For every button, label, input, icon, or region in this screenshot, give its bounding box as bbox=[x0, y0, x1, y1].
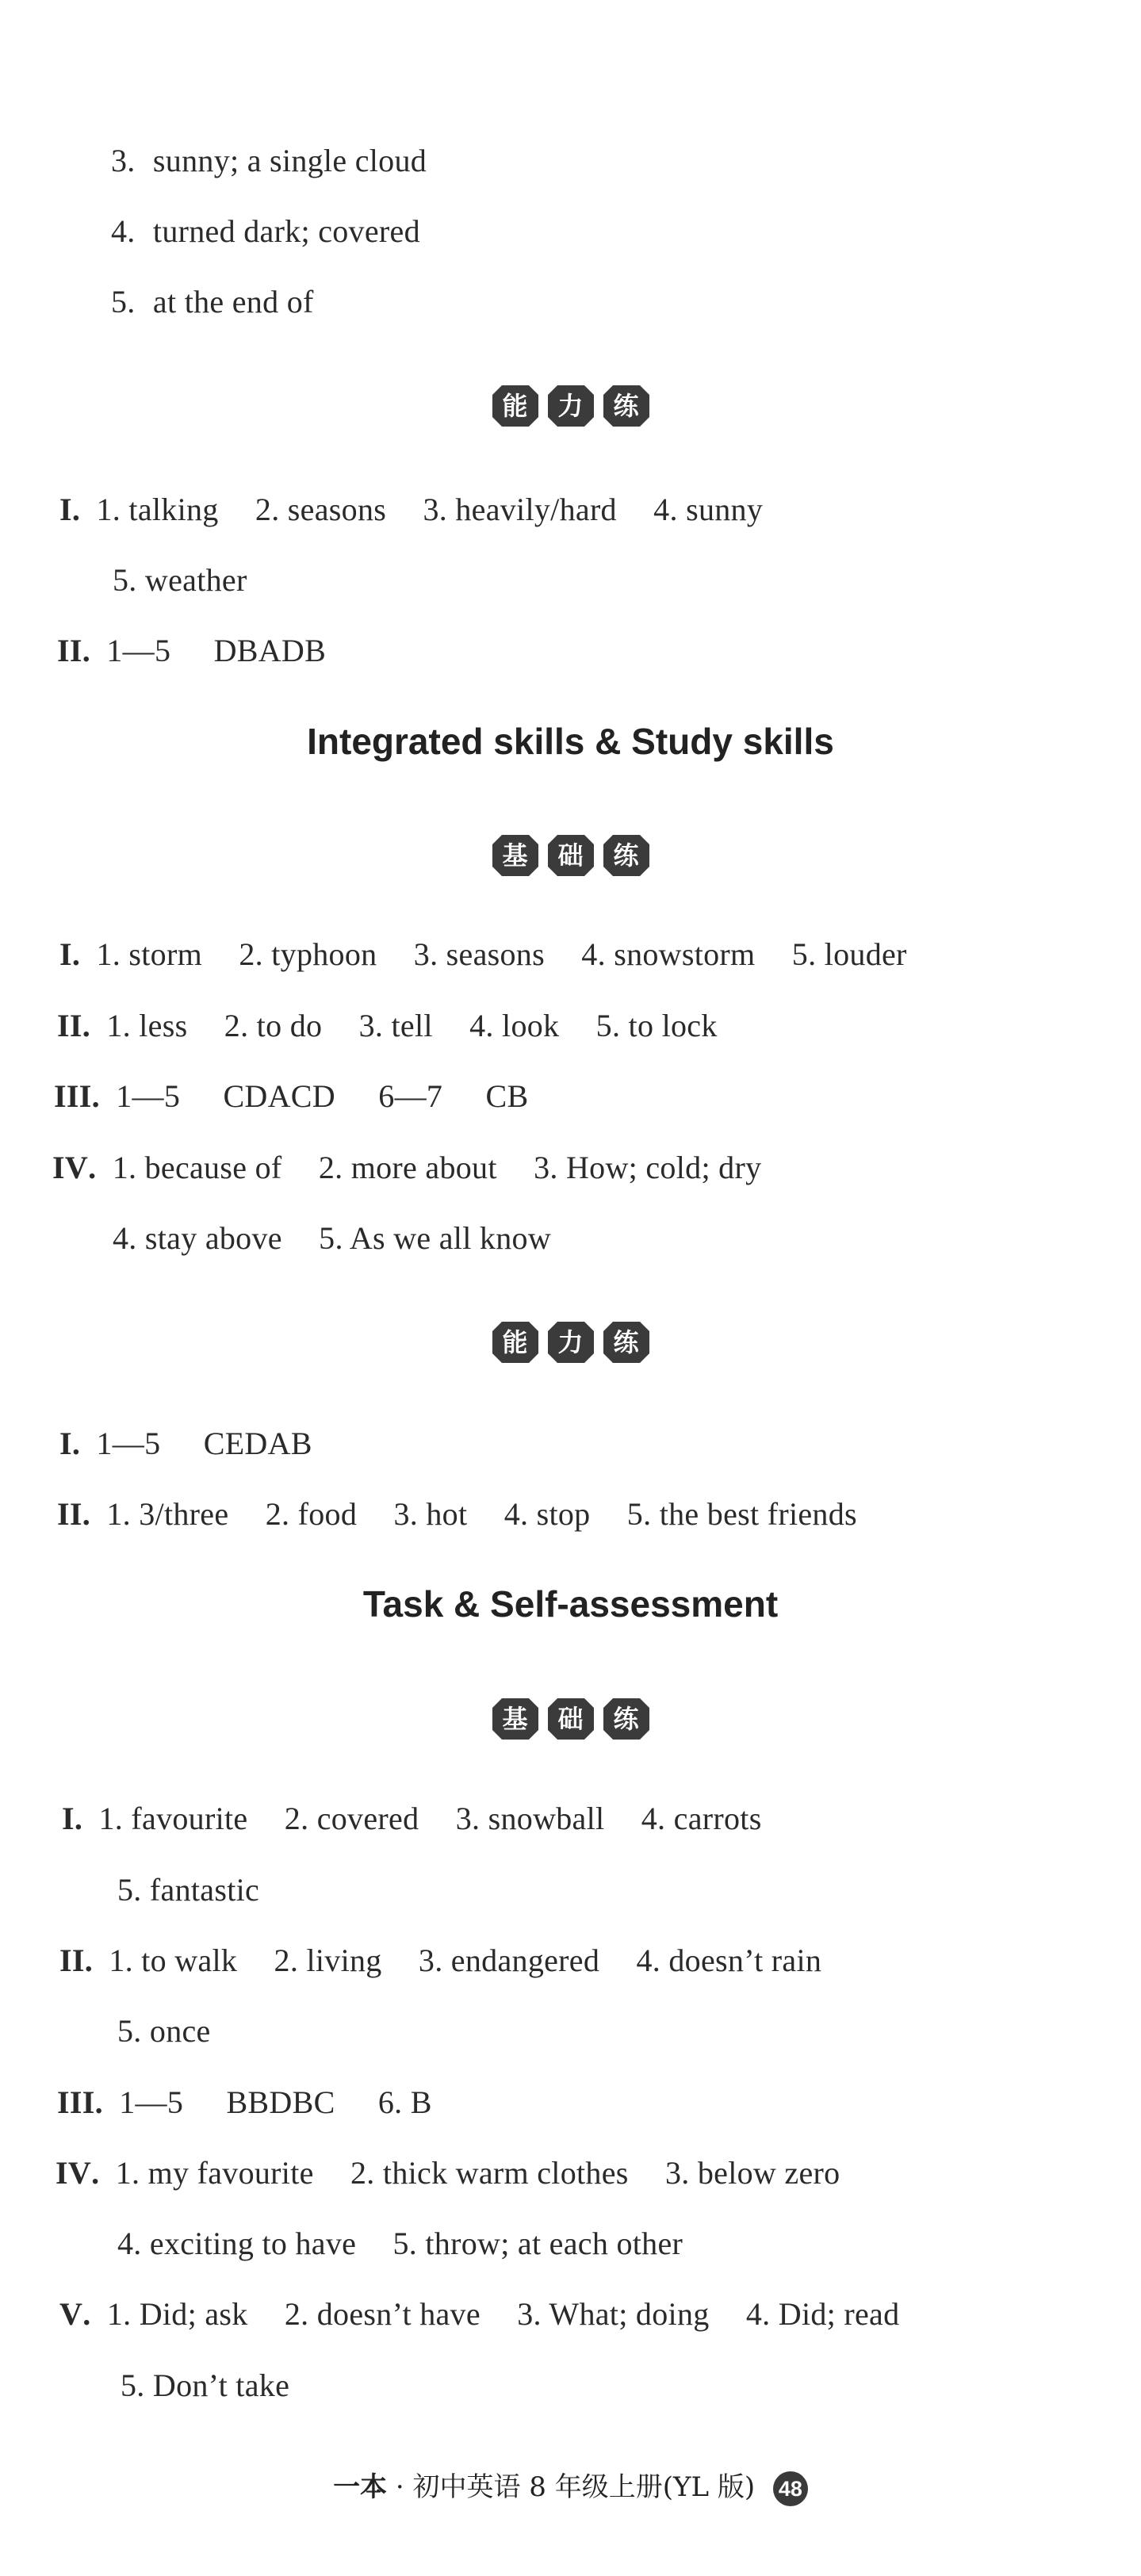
answer-line bbox=[111, 142, 427, 180]
badge-char: 练 bbox=[613, 391, 639, 421]
answer-item: 1. favourite bbox=[98, 1801, 248, 1836]
answer-item: 1—5 bbox=[96, 1426, 161, 1461]
octagon-badge-icon bbox=[491, 833, 540, 878]
badge-char: 练 bbox=[613, 1704, 639, 1734]
answer-line bbox=[52, 1149, 761, 1187]
ability-practice-badge bbox=[0, 1320, 1141, 1365]
item-number: 3. bbox=[111, 143, 136, 178]
roman-numeral: I . bbox=[59, 936, 88, 974]
page-footer bbox=[0, 2470, 1141, 2506]
answer-item: 2. more about bbox=[318, 1150, 497, 1185]
answer-item: 2. to do bbox=[224, 1008, 323, 1043]
answer-item: 2. seasons bbox=[255, 492, 387, 527]
badge-char: 力 bbox=[557, 391, 584, 421]
answer-line bbox=[57, 1007, 718, 1045]
section-heading: Integrated skills & Study skills bbox=[307, 721, 834, 762]
answer-item: 6—7 bbox=[378, 1078, 443, 1114]
answer-line bbox=[59, 936, 907, 974]
roman-numeral: II . bbox=[57, 1495, 98, 1533]
answer-item: CEDAB bbox=[203, 1426, 312, 1461]
answer-line bbox=[117, 2012, 211, 2050]
section-heading: Task & Self-assessment bbox=[362, 1583, 779, 1625]
answer-item: 4. look bbox=[469, 1008, 560, 1043]
badge-char: 能 bbox=[502, 391, 528, 421]
answer-item: 4. stay above bbox=[113, 1220, 282, 1256]
answer-line bbox=[59, 491, 763, 529]
answer-item: 1. storm bbox=[96, 936, 203, 972]
answer-item: 5. to lock bbox=[595, 1008, 718, 1043]
answer-item: 1—5 bbox=[106, 633, 171, 668]
answer-item: 5. louder bbox=[791, 936, 907, 972]
octagon-badge-icon bbox=[546, 1697, 595, 1741]
badge-char: 基 bbox=[502, 1704, 528, 1734]
answer-item: 4. doesn’t rain bbox=[636, 1943, 822, 1978]
roman-numeral: III . bbox=[57, 2084, 111, 2122]
answer-item: CB bbox=[485, 1078, 529, 1114]
answer-item: 4. stop bbox=[503, 1496, 591, 1532]
badge-char: 础 bbox=[557, 1704, 584, 1734]
roman-numeral: III . bbox=[54, 1077, 108, 1116]
roman-numeral: I . bbox=[62, 1800, 90, 1838]
answer-line bbox=[59, 1942, 821, 1980]
badge-char: 能 bbox=[502, 1327, 528, 1357]
answer-text: turned dark; covered bbox=[152, 213, 420, 249]
octagon-badge-icon bbox=[491, 384, 540, 428]
answer-item: 2. living bbox=[274, 1943, 382, 1978]
answer-line bbox=[62, 1800, 762, 1838]
answer-item: 1. Did; ask bbox=[106, 2296, 248, 2332]
basic-practice-badge bbox=[0, 1697, 1141, 1741]
answer-line bbox=[57, 632, 326, 670]
answer-item: 2. typhoon bbox=[239, 936, 377, 972]
octagon-badge-icon bbox=[491, 1320, 540, 1365]
answer-item: DBADB bbox=[213, 633, 327, 668]
answer-line bbox=[117, 2225, 683, 2263]
answer-item: 4. snowstorm bbox=[581, 936, 756, 972]
answer-item: 4. sunny bbox=[653, 492, 764, 527]
answer-item: 5. the best friends bbox=[626, 1496, 857, 1532]
answer-item: 1. because of bbox=[112, 1150, 282, 1185]
octagon-badge-icon bbox=[546, 384, 595, 428]
answer-item: 1. 3/three bbox=[106, 1496, 229, 1532]
answer-line bbox=[113, 561, 247, 599]
badge-char: 练 bbox=[613, 1327, 639, 1357]
answer-item: 2. covered bbox=[284, 1801, 419, 1836]
answer-item: 2. food bbox=[265, 1496, 358, 1532]
page-number: 48 bbox=[773, 2471, 808, 2506]
item-number: 4. bbox=[111, 213, 136, 249]
answer-line bbox=[57, 2084, 432, 2122]
octagon-badge-icon bbox=[546, 1320, 595, 1365]
answer-line bbox=[121, 2367, 289, 2405]
octagon-badge-icon bbox=[602, 384, 651, 428]
answer-item: 3. seasons bbox=[413, 936, 545, 972]
roman-numeral: IV . bbox=[56, 2154, 107, 2192]
answer-item: 2. doesn’t have bbox=[284, 2296, 481, 2332]
answer-line bbox=[57, 1495, 857, 1533]
answer-item: 4. Did; read bbox=[745, 2296, 900, 2332]
answer-line bbox=[113, 1219, 551, 1257]
badge-char: 基 bbox=[502, 840, 528, 871]
octagon-badge-icon bbox=[602, 833, 651, 878]
answer-line bbox=[117, 1871, 259, 1909]
answer-item: 1. less bbox=[106, 1008, 188, 1043]
octagon-badge-icon bbox=[602, 1320, 651, 1365]
answer-item: 3. below zero bbox=[664, 2155, 840, 2191]
answer-line bbox=[111, 283, 314, 321]
answer-item: BBDBC bbox=[226, 2084, 335, 2120]
roman-numeral: I . bbox=[59, 491, 88, 529]
roman-numeral: I . bbox=[59, 1425, 88, 1463]
answer-line bbox=[111, 212, 420, 251]
basic-practice-badge bbox=[0, 833, 1141, 878]
roman-numeral: II . bbox=[59, 1942, 101, 1980]
octagon-badge-icon bbox=[546, 833, 595, 878]
answer-item: 4. exciting to have bbox=[117, 2226, 357, 2261]
ability-practice-badge bbox=[0, 384, 1141, 428]
roman-numeral: IV . bbox=[52, 1149, 104, 1187]
answer-line bbox=[56, 2154, 840, 2192]
roman-numeral: V . bbox=[59, 2295, 99, 2333]
answer-item: 1. talking bbox=[96, 492, 219, 527]
answer-line bbox=[54, 1077, 528, 1116]
answer-item: 5. As we all know bbox=[319, 1220, 552, 1256]
footer-title: 初中英语 8 年级上册(YL 版) bbox=[412, 2471, 756, 2503]
answer-item: 3. hot bbox=[393, 1496, 468, 1532]
answer-item: 3. How; cold; dry bbox=[534, 1150, 762, 1185]
answer-item: 1—5 bbox=[116, 1078, 181, 1114]
answer-item: 1. my favourite bbox=[115, 2155, 314, 2191]
footer-dot: · bbox=[395, 2471, 404, 2503]
answer-item: 6. B bbox=[377, 2084, 432, 2120]
badge-char: 础 bbox=[557, 840, 584, 871]
answer-item: 5. fantastic bbox=[117, 1872, 260, 1908]
answer-item: 1. to walk bbox=[109, 1943, 238, 1978]
answer-item: 5. once bbox=[117, 2013, 211, 2049]
answer-item: 4. carrots bbox=[641, 1801, 762, 1836]
badge-char: 力 bbox=[557, 1327, 584, 1357]
badge-char: 练 bbox=[613, 840, 639, 871]
answer-item: 5. weather bbox=[113, 562, 247, 598]
answer-line bbox=[59, 2295, 899, 2333]
answer-item: 3. heavily/hard bbox=[423, 492, 617, 527]
octagon-badge-icon bbox=[491, 1697, 540, 1741]
answer-text: at the end of bbox=[152, 284, 314, 320]
answer-item: 3. snowball bbox=[455, 1801, 605, 1836]
answer-item: 3. tell bbox=[358, 1008, 433, 1043]
answer-item: 1—5 bbox=[119, 2084, 184, 2120]
answer-line bbox=[59, 1425, 312, 1463]
answer-item: 2. thick warm clothes bbox=[350, 2155, 629, 2191]
footer-brand: 一本 bbox=[333, 2471, 388, 2503]
item-number: 5. bbox=[111, 284, 136, 320]
answer-text: sunny; a single cloud bbox=[152, 143, 427, 178]
answer-item: CDACD bbox=[223, 1078, 335, 1114]
answer-item: 5. throw; at each other bbox=[392, 2226, 683, 2261]
answer-item: 5. Don’t take bbox=[121, 2367, 290, 2403]
answer-item: 3. endangered bbox=[418, 1943, 600, 1978]
roman-numeral: II . bbox=[57, 632, 98, 670]
octagon-badge-icon bbox=[602, 1697, 651, 1741]
answer-item: 3. What; doing bbox=[517, 2296, 710, 2332]
roman-numeral: II . bbox=[57, 1007, 98, 1045]
